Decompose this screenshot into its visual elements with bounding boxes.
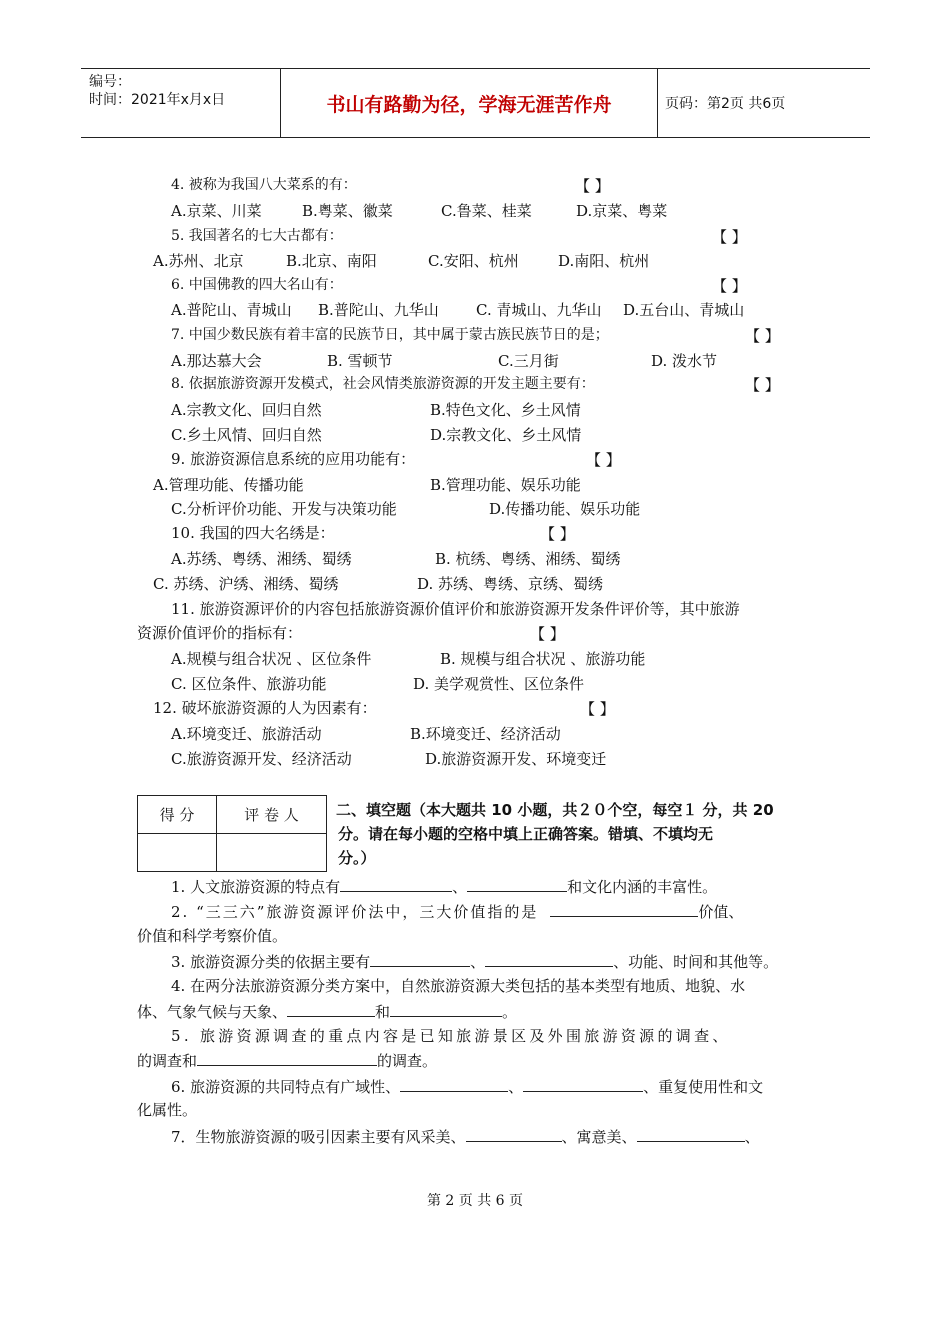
fill-question-1 — [171, 876, 717, 897]
question-stem: 5. 我国著名的七大古都有： — [171, 228, 343, 244]
option-d: D.宗教文化、乡土风情 — [430, 426, 582, 444]
question-text: 和文化内涵的丰富性。 — [567, 878, 718, 896]
option-b: B.特色文化、乡土风情 — [430, 401, 581, 419]
option-a: A.管理功能、传播功能 — [153, 476, 304, 494]
question-text: 的调查和 — [137, 1052, 198, 1070]
question-text: 和 — [375, 1003, 391, 1021]
answer-blank[interactable] — [197, 1050, 377, 1066]
option-c: C.旅游资源开发、经济活动 — [171, 750, 352, 768]
option-b: B. 雪顿节 — [327, 352, 393, 370]
question-stem: 11. 旅游资源评价的内容包括旅游资源价值评价和旅游资源开发条件评价等，其中旅游 — [171, 600, 740, 618]
option-d: D.旅游资源开发、环境变迁 — [425, 750, 607, 768]
question-text: 价值和科学考察价值。 — [137, 927, 288, 945]
option-d: D. 美学观赏性、区位条件 — [413, 675, 585, 693]
option-c: C. 苏绣、沪绣、湘绣、蜀绣 — [153, 575, 339, 593]
fill-question-4 — [137, 1001, 517, 1022]
fill-question-2 — [171, 901, 743, 922]
question-stem: 6. 中国佛教的四大名山有： — [171, 277, 343, 293]
question-text: 。 — [502, 1003, 518, 1021]
question-stem: 4. 被称为我国八大菜系的有： — [171, 177, 357, 193]
reviewer-cell[interactable] — [217, 834, 327, 872]
question-text: 7．生物旅游资源的吸引因素主要有风采美、 — [171, 1128, 466, 1146]
answer-blank[interactable] — [370, 951, 470, 967]
option-c: C.乡土风情、回归自然 — [171, 426, 322, 444]
question-text: 、功能、时间和其他等。 — [613, 953, 779, 971]
option-a: A.苏州、北京 — [153, 252, 244, 270]
header-meta — [81, 69, 281, 137]
option-b: B.环境变迁、经济活动 — [410, 725, 561, 743]
question-text: 、 — [452, 878, 468, 896]
option-b: B. 杭绣、粤绣、湘绣、蜀绣 — [435, 550, 621, 568]
answer-blank[interactable] — [340, 876, 452, 892]
question-text: 5. 旅游资源调查的重点内容是已知旅游景区及外围旅游资源的调查、 — [171, 1027, 731, 1045]
question-stem: 12. 破坏旅游资源的人为因素有： — [153, 699, 377, 717]
question-stem: 7. 中国少数民族有着丰富的民族节日，其中属于蒙古族民族节日的是； — [171, 327, 609, 343]
answer-blank[interactable] — [485, 951, 613, 967]
question-stem: 9. 旅游资源信息系统的应用功能有： — [171, 450, 416, 468]
option-c: C.分析评价功能、开发与决策功能 — [171, 500, 397, 518]
question-text: 6. 旅游资源的共同特点有广域性、 — [171, 1078, 401, 1096]
question-text: 、 — [508, 1078, 524, 1096]
answer-blank[interactable] — [390, 1001, 502, 1017]
option-d: D. 泼水节 — [651, 352, 718, 370]
option-c: C.鲁菜、桂菜 — [441, 202, 532, 220]
answer-bracket: 【 】 — [580, 700, 615, 718]
option-a: A.苏绣、粤绣、湘绣、蜀绣 — [171, 550, 352, 568]
option-a: A.那达慕大会 — [171, 352, 262, 370]
score-header: 得 分 — [138, 796, 217, 834]
fill-question-5 — [137, 1050, 437, 1071]
answer-blank[interactable] — [637, 1126, 745, 1142]
question-text: 4. 在两分法旅游资源分类方案中，自然旅游资源大类包括的基本类型有地质、地貌、水 — [171, 977, 746, 995]
answer-bracket: 【 】 — [586, 451, 621, 469]
answer-bracket: 【 】 — [540, 525, 575, 543]
section-heading-line: 分。请在每小题的空格中填上正确答案。错填、不填均无 — [338, 825, 714, 843]
number-label: 编号： — [89, 74, 131, 90]
question-stem-continued: 资源价值评价的指标有： — [137, 624, 303, 642]
option-b: B.粤菜、徽菜 — [302, 202, 393, 220]
section-heading-line: 二、填空题（本大题共 10 小题，共２０个空，每空１ 分，共 20 — [336, 801, 774, 819]
option-d: D.京菜、粤菜 — [576, 202, 668, 220]
answer-blank[interactable] — [400, 1076, 508, 1092]
question-text: 、 — [470, 953, 486, 971]
option-c: C. 青城山、九华山 — [476, 301, 602, 319]
option-c: C.安阳、杭州 — [428, 252, 519, 270]
answer-bracket: 【 】 — [712, 277, 747, 295]
fill-question-6 — [171, 1076, 763, 1097]
option-d: D.南阳、杭州 — [558, 252, 650, 270]
option-c: C. 区位条件、旅游功能 — [171, 675, 327, 693]
question-stem: 8. 依据旅游资源开发模式，社会风情类旅游资源的开发主题主要有： — [171, 376, 595, 392]
answer-bracket: 【 】 — [530, 625, 565, 643]
option-b: B.管理功能、娱乐功能 — [430, 476, 581, 494]
header-page-info: 页码：第2页 共6页 — [665, 96, 786, 112]
option-b: B. 规模与组合状况 、旅游功能 — [440, 650, 646, 668]
score-table — [137, 795, 327, 872]
answer-bracket: 【 】 — [575, 177, 610, 195]
page-footer: 第 2 页 共 6 页 — [426, 1193, 524, 1209]
option-b: B.北京、南阳 — [286, 252, 377, 270]
question-text: 化属性。 — [137, 1101, 198, 1119]
option-a: A.普陀山、青城山 — [171, 301, 292, 319]
option-d: D.传播功能、娱乐功能 — [489, 500, 641, 518]
answer-blank[interactable] — [467, 876, 567, 892]
question-text: 的调查。 — [377, 1052, 438, 1070]
option-a: A.环境变迁、旅游活动 — [171, 725, 322, 743]
section-heading-line: 分。） — [338, 849, 376, 867]
option-a: A.京菜、川菜 — [171, 202, 262, 220]
page-header — [81, 68, 870, 138]
option-a: A.规模与组合状况 、区位条件 — [171, 650, 372, 668]
answer-blank[interactable] — [550, 901, 698, 917]
time-label: 时间：2021年x月x日 — [89, 92, 226, 108]
header-motto: 书山有路勤为径，学海无涯苦作舟 — [281, 69, 658, 137]
answer-bracket: 【 】 — [745, 376, 780, 394]
option-c: C.三月街 — [498, 352, 559, 370]
reviewer-header: 评 卷 人 — [217, 796, 327, 834]
question-text: 2. “三三六”旅游资源评价法中，三大价值指的是 — [171, 903, 539, 921]
question-text: 价值、 — [698, 903, 744, 921]
answer-blank[interactable] — [287, 1001, 375, 1017]
question-text: 、寓意美、 — [561, 1128, 637, 1146]
question-stem: 10. 我国的四大名绣是： — [171, 524, 335, 542]
answer-bracket: 【 】 — [712, 228, 747, 246]
question-text: 1. 人文旅游资源的特点有 — [171, 878, 341, 896]
option-d: D. 苏绣、粤绣、京绣、蜀绣 — [417, 575, 604, 593]
option-d: D.五台山、青城山 — [623, 301, 745, 319]
question-text: 、 — [744, 1128, 760, 1146]
answer-blank[interactable] — [466, 1126, 562, 1142]
score-cell[interactable] — [138, 834, 217, 872]
answer-blank[interactable] — [523, 1076, 643, 1092]
question-text: 体、气象气候与天象、 — [137, 1003, 288, 1021]
option-b: B.普陀山、九华山 — [318, 301, 439, 319]
answer-bracket: 【 】 — [745, 327, 780, 345]
fill-question-7 — [171, 1126, 760, 1147]
fill-question-3 — [171, 951, 778, 972]
section-heading — [336, 798, 836, 870]
option-a: A.宗教文化、回归自然 — [171, 401, 322, 419]
question-text: 、重复使用性和文 — [643, 1078, 764, 1096]
question-text: 3. 旅游资源分类的依据主要有 — [171, 953, 371, 971]
